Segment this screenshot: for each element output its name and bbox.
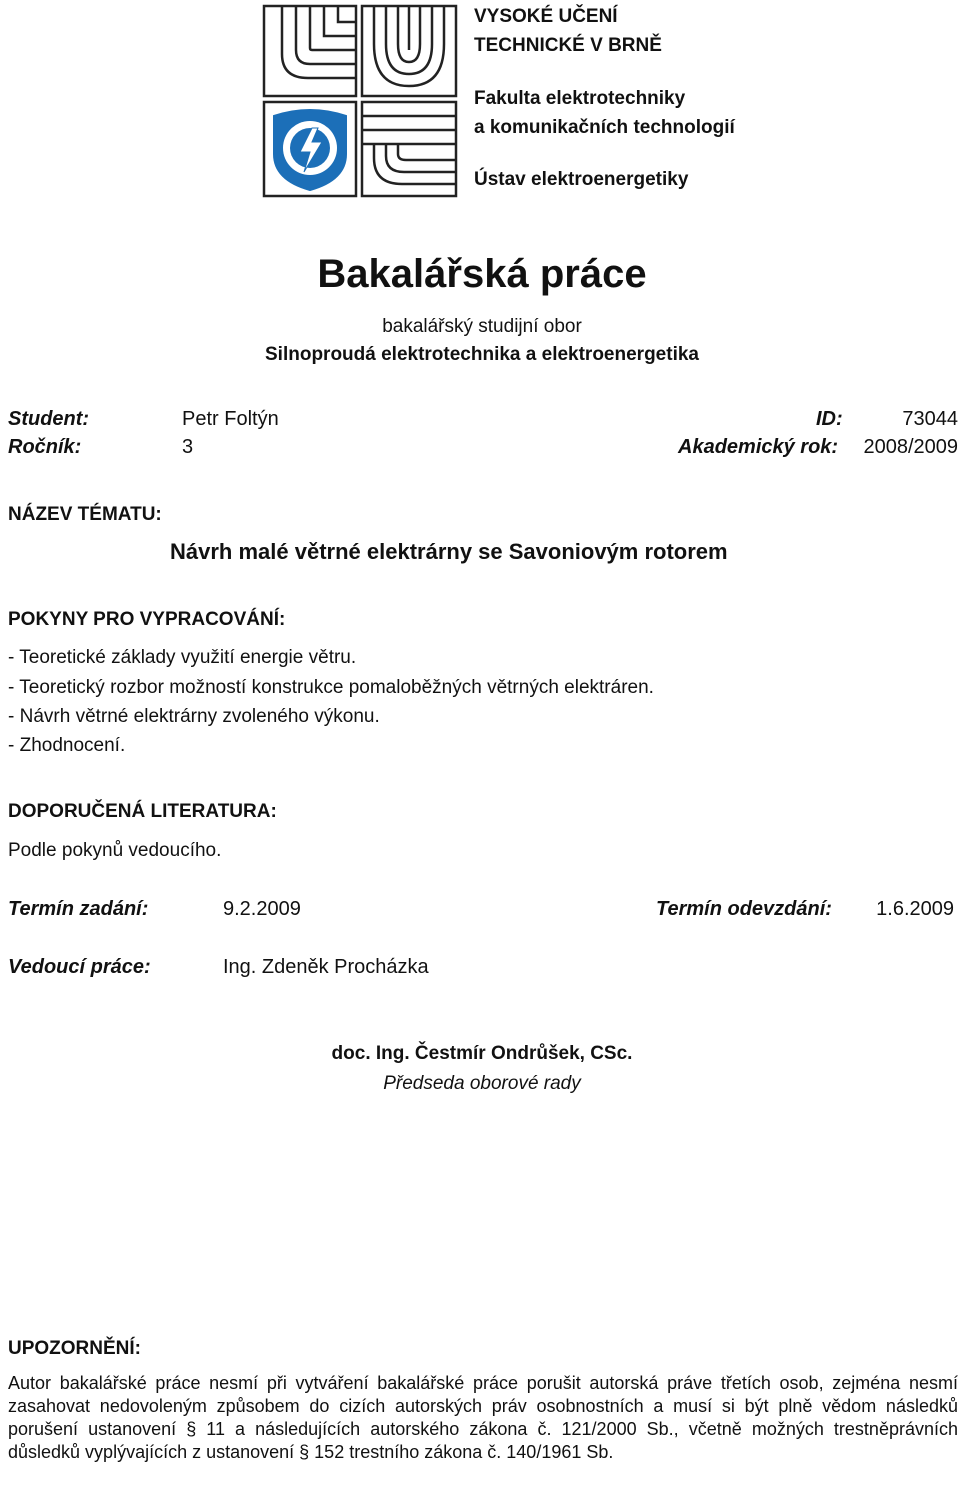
due-date-value: 1.6.2009 — [876, 898, 954, 920]
literature-text: Podle pokynů vedoucího. — [8, 840, 222, 861]
study-field: Silnoproudá elektrotechnika a elektroenergetika — [265, 344, 699, 365]
assigned-date-label: Termín zadání: — [8, 898, 149, 920]
year-value: 3 — [182, 436, 194, 458]
student-label: Student: — [8, 408, 90, 430]
instructions-heading: POKYNY PRO VYPRACOVÁNÍ: — [8, 609, 286, 630]
topic-title: Návrh malé větrné elektrárny se Savoniovým rotorem — [170, 539, 728, 564]
faculty-line1: Fakulta elektrotechniky — [474, 88, 686, 109]
university-logo — [262, 4, 458, 198]
faculty-line2: a komunikačních technologií — [474, 117, 735, 138]
assigned-date-value: 9.2.2009 — [223, 898, 301, 920]
id-value: 73044 — [902, 408, 958, 430]
supervisor-label: Vedoucí práce: — [8, 956, 151, 978]
academic-year-label: Akademický rok: — [678, 436, 839, 458]
year-label: Ročník: — [8, 436, 82, 458]
university-name-line1: VYSOKÉ UČENÍ — [474, 6, 618, 27]
chair-role: Předseda oborové rady — [383, 1073, 581, 1094]
academic-year-value: 2008/2009 — [863, 436, 958, 458]
supervisor-value: Ing. Zdeněk Procházka — [223, 956, 429, 978]
id-label: ID: — [816, 408, 843, 430]
notice-text: Autor bakalářské práce nesmí při vytváření bakalářské práce porušit autorská práve třetích osob, zejména nesmí zasahovat nedovoleným způsobem do cizích autorských práv osobnostních a musí si být plně vědom následků porušení ustanovení § 11 a následujících autorského zákona č. 121/2000 Sb., včetně možných trestněprávních důsledků vyplývajících z ustanovení § 152 trestního zákona č. 140/1961 Sb. — [8, 1373, 958, 1462]
institute: Ústav elektroenergetiky — [474, 169, 689, 190]
instruction-item: - Zhodnocení. — [8, 735, 126, 756]
literature-heading: DOPORUČENÁ LITERATURA: — [8, 801, 277, 822]
notice-heading: UPOZORNĚNÍ: — [8, 1338, 141, 1359]
instruction-item: - Teoretický rozbor možností konstrukce pomaloběžných větrných elektráren. — [8, 677, 654, 698]
instruction-item: - Návrh větrné elektrárny zvoleného výkonu. — [8, 706, 380, 727]
topic-heading: NÁZEV TÉMATU: — [8, 504, 162, 525]
document-title: Bakalářská práce — [317, 252, 647, 296]
study-program: bakalářský studijní obor — [382, 316, 582, 337]
university-name-line2: TECHNICKÉ V BRNĚ — [474, 35, 662, 56]
due-date-label: Termín odevzdání: — [656, 898, 832, 920]
instruction-item: - Teoretické základy využití energie větru. — [8, 647, 357, 668]
student-value: Petr Foltýn — [182, 408, 279, 430]
chair-name: doc. Ing. Čestmír Ondrůšek, CSc. — [331, 1043, 633, 1064]
